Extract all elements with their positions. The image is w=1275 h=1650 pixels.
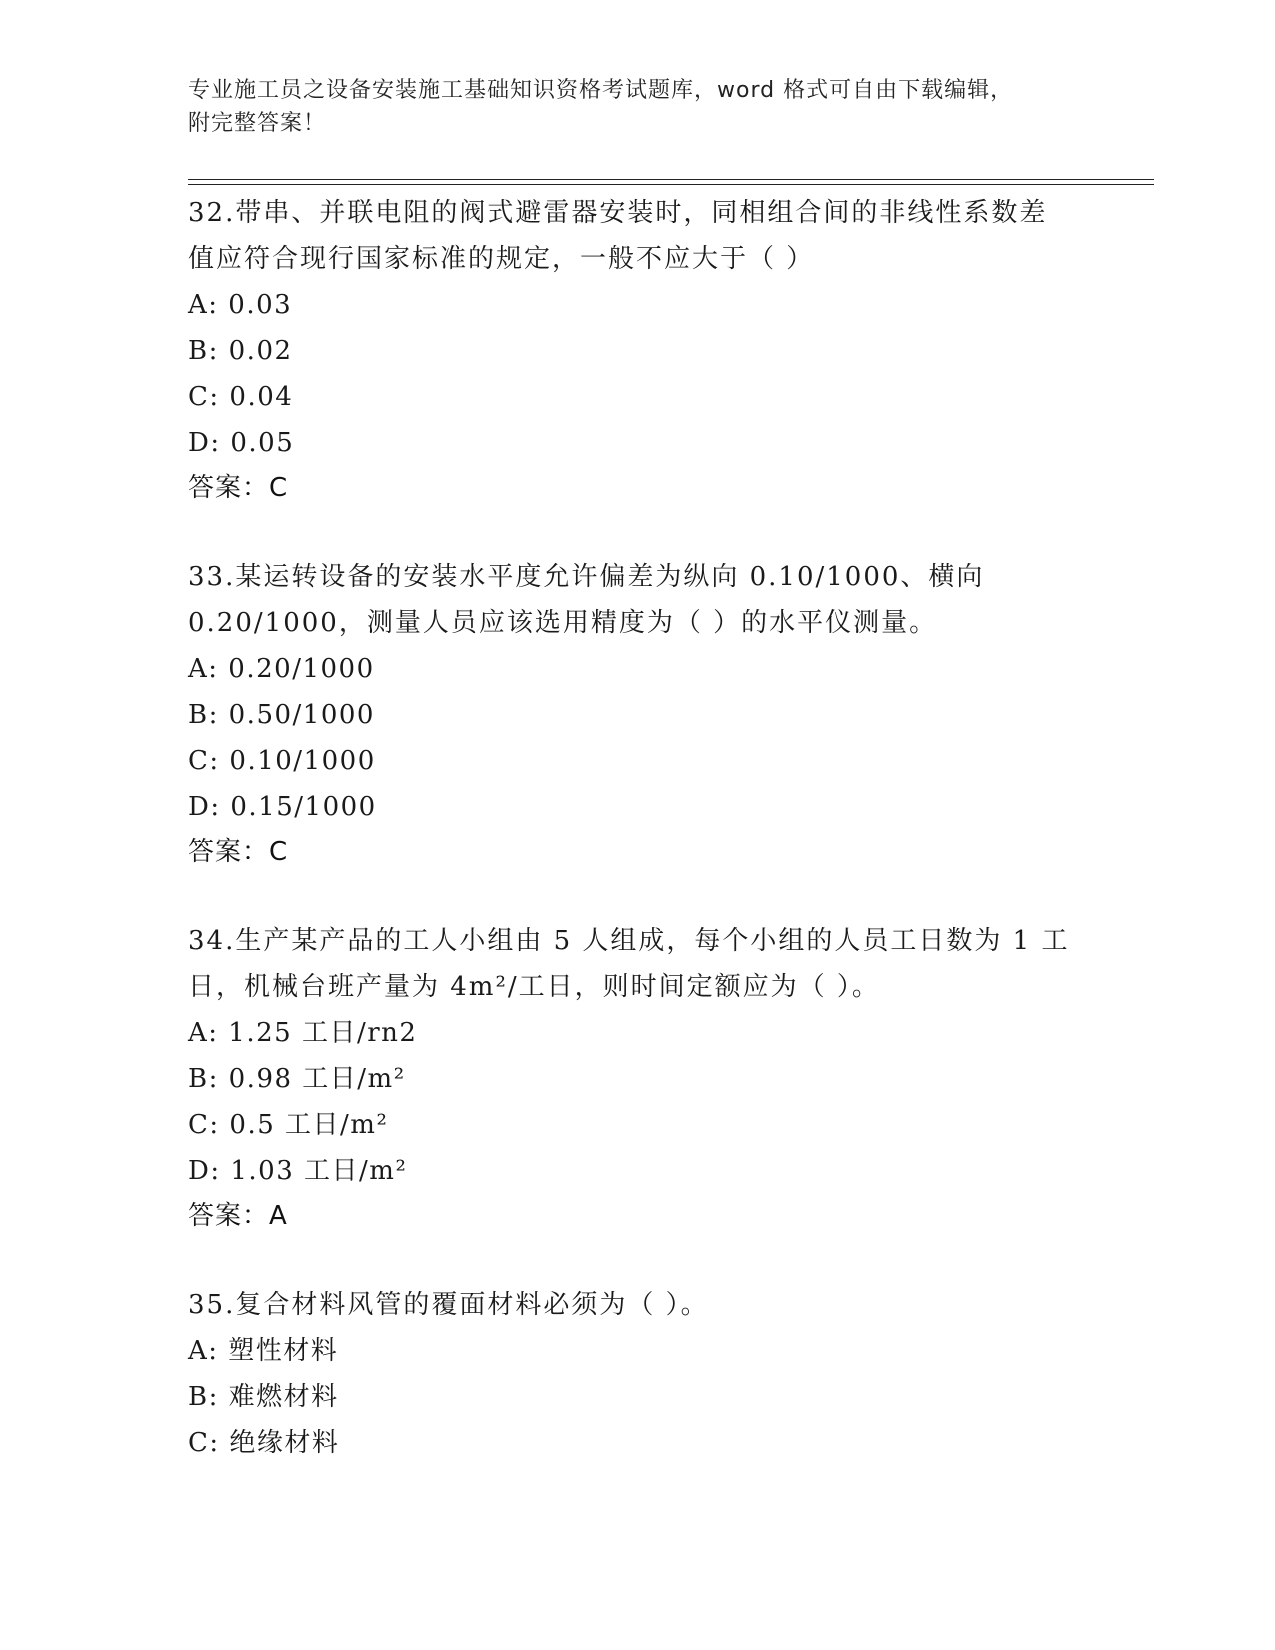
question-text	[188, 1282, 1088, 1328]
header-divider-bottom	[188, 184, 1154, 185]
option-c: C: 0.10/1000	[188, 746, 376, 776]
header-line-1: 专业施工员之设备安装施工基础知识资格考试题库，word 格式可自由下载编辑，	[188, 78, 1014, 103]
option-d: D: 0.05	[188, 428, 295, 458]
option-c: C: 0.5 工日/m²	[188, 1110, 389, 1140]
option-a: A: 0.03	[188, 290, 293, 320]
question-35	[188, 1282, 1088, 1466]
question-text-line: 值应符合现行国家标准的规定，一般不应大于（ ）	[188, 244, 815, 274]
option-b: B: 难燃材料	[188, 1382, 339, 1412]
option-d: D: 0.15/1000	[188, 792, 377, 822]
question-text	[188, 190, 1088, 282]
header-line-2: 附完整答案！	[188, 111, 327, 136]
option-c: C: 0.04	[188, 382, 294, 412]
option-a: A: 1.25 工日/rn2	[188, 1018, 418, 1048]
option-d: D: 1.03 工日/m²	[188, 1156, 408, 1186]
option-b: B: 0.02	[188, 336, 293, 366]
option-a: A: 0.20/1000	[188, 654, 375, 684]
question-34	[188, 918, 1088, 1238]
question-text-line: 34.生产某产品的工人小组由 5 人组成，每个小组的人员工日数为 1 工	[188, 926, 1070, 956]
question-text-line: 日，机械台班产量为 4m²/工日，则时间定额应为（ ）。	[188, 972, 880, 1002]
option-b: B: 0.50/1000	[188, 700, 375, 730]
question-32	[188, 190, 1088, 510]
document-header	[188, 74, 1088, 140]
question-text	[188, 918, 1088, 1010]
question-text-line: 35.复合材料风管的覆面材料必须为（ ）。	[188, 1290, 709, 1320]
header-divider-top	[188, 179, 1154, 180]
answer: 答案：A	[188, 1201, 288, 1231]
option-b: B: 0.98 工日/m²	[188, 1064, 406, 1094]
question-text-line: 32.带串、并联电阻的阀式避雷器安装时，同相组合间的非线性系数差	[188, 198, 1048, 228]
question-text-line: 33.某运转设备的安装水平度允许偏差为纵向 0.10/1000、横向	[188, 562, 985, 592]
question-33	[188, 554, 1088, 874]
option-a: A: 塑性材料	[188, 1336, 339, 1366]
question-text-line: 0.20/1000，测量人员应该选用精度为（ ）的水平仪测量。	[188, 608, 938, 638]
option-c: C: 绝缘材料	[188, 1428, 340, 1458]
question-text	[188, 554, 1088, 646]
answer: 答案：C	[188, 837, 289, 867]
question-list	[188, 190, 1088, 1510]
answer: 答案：C	[188, 473, 289, 503]
